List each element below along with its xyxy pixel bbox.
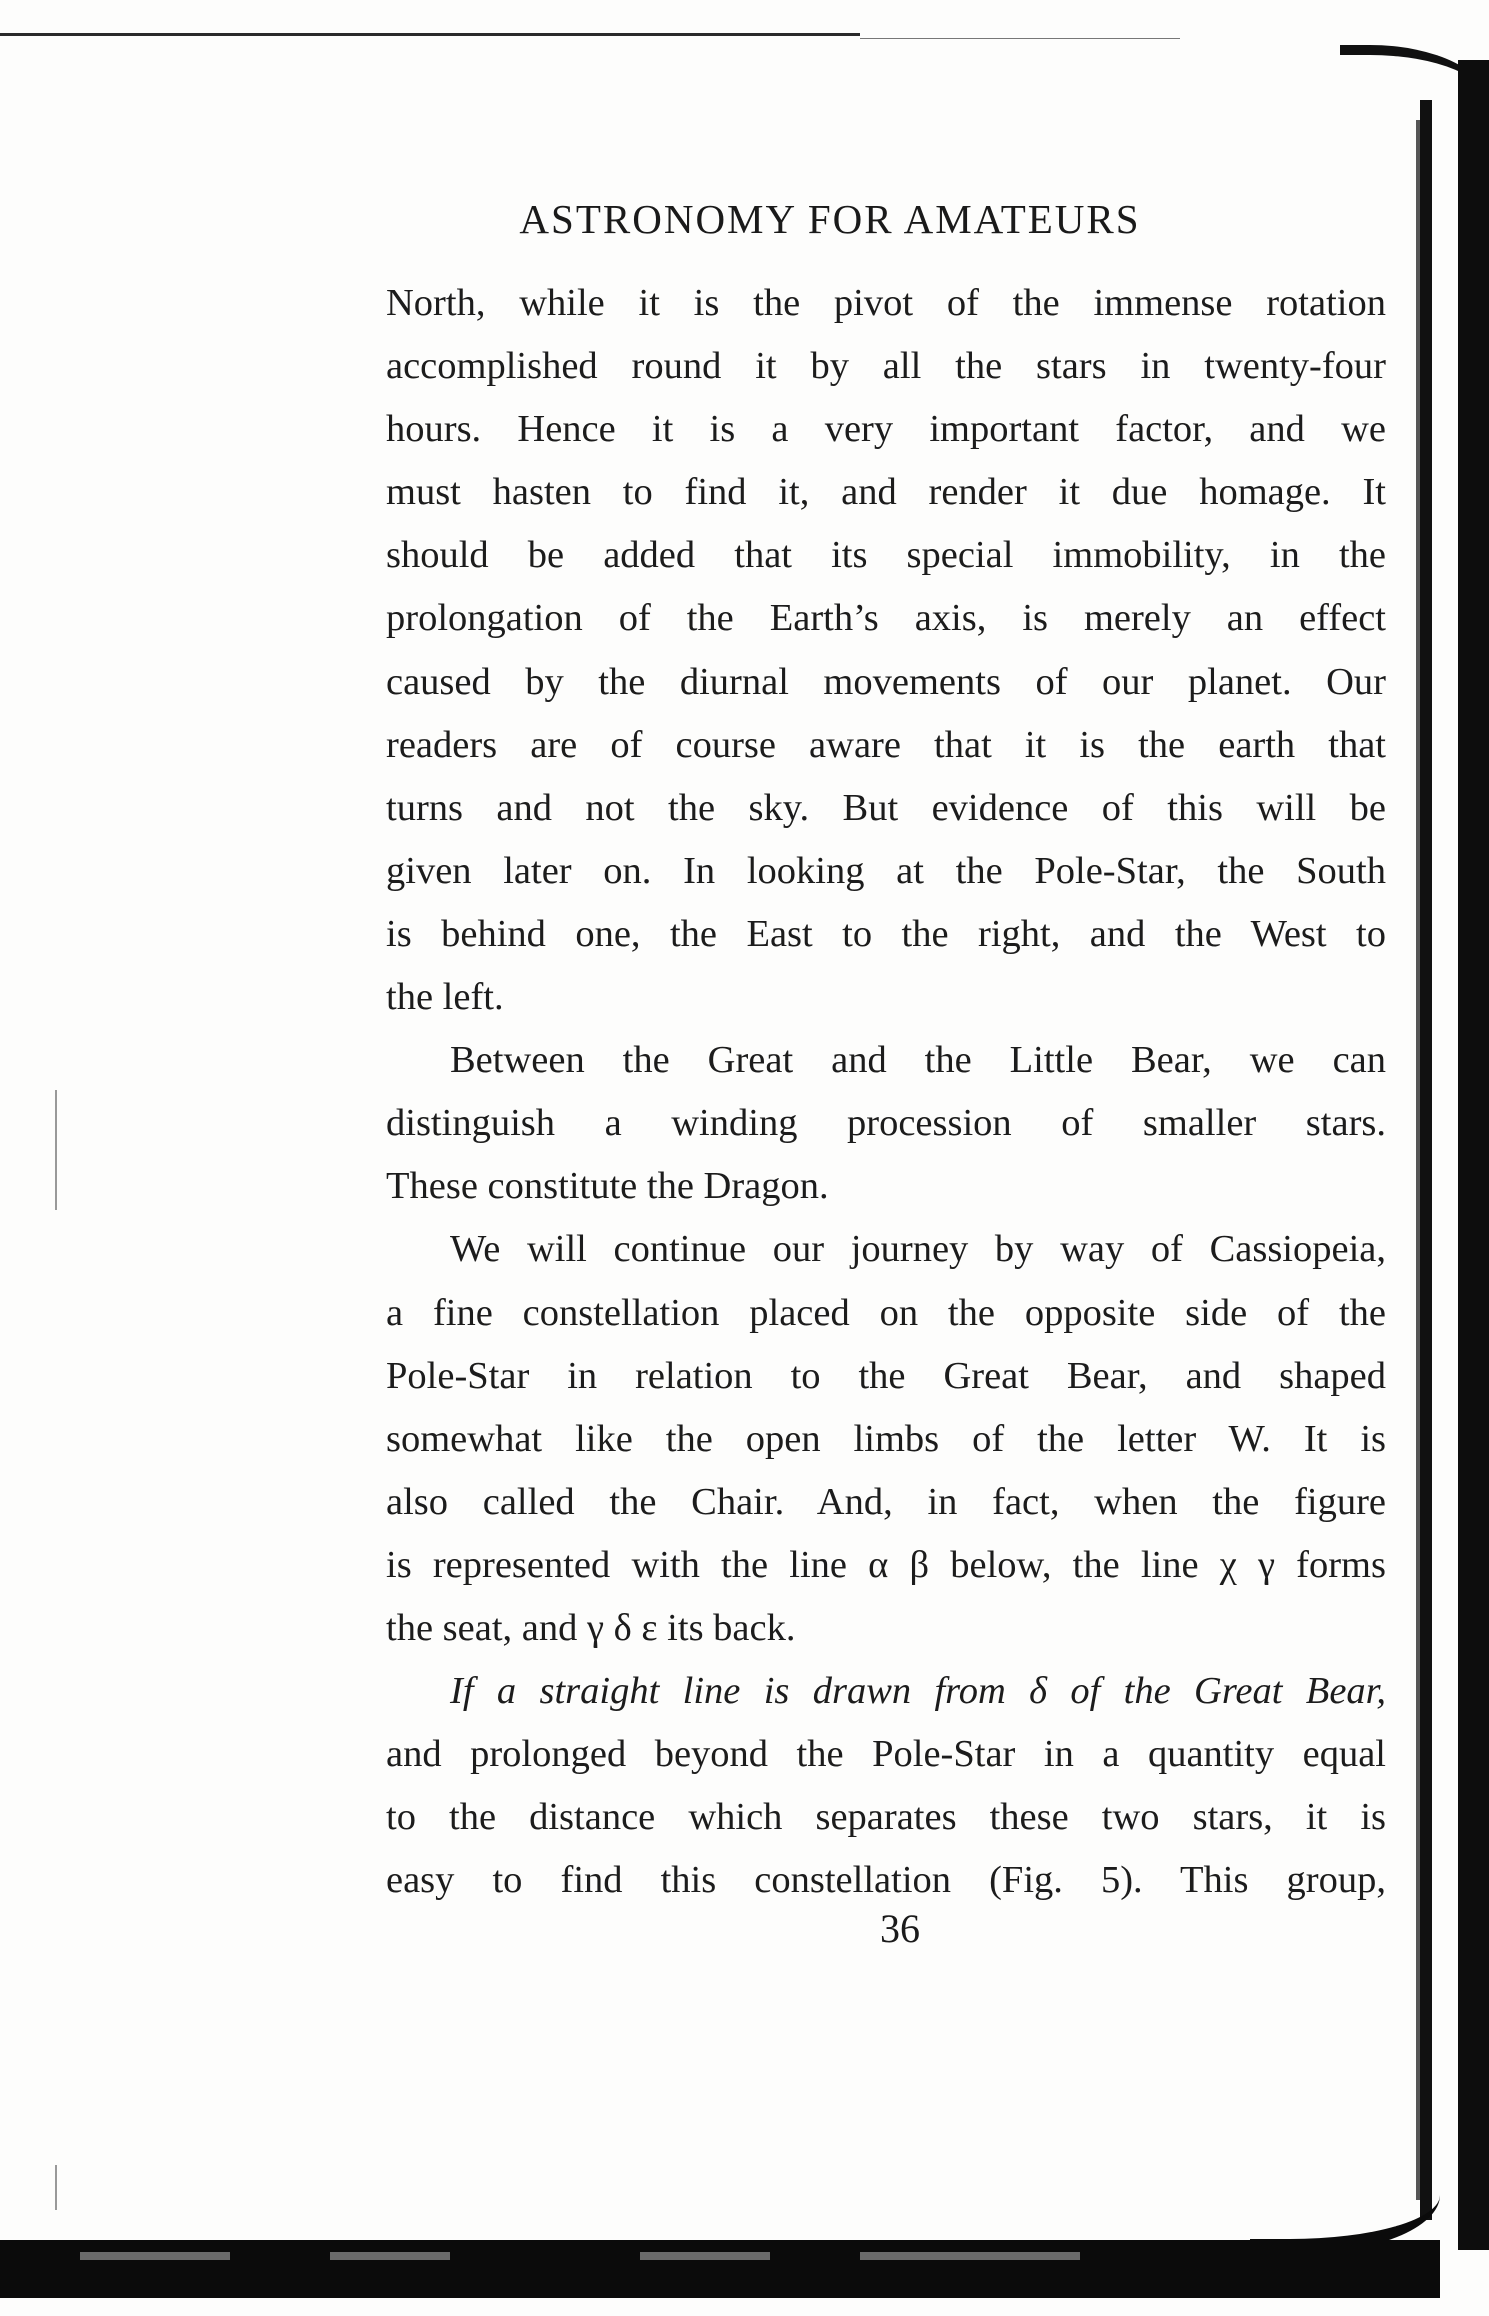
text-line: somewhat like the open limbs of the letter W. It is [386, 1417, 1386, 1460]
italic-paragraph-start: If a straight line is drawn from δ of the Great Bear, [450, 1670, 1386, 1713]
text-line: distinguish a winding procession of smaller stars. [386, 1102, 1386, 1145]
paragraph-start: We will continue our journey by way of Cassiopeia, [450, 1228, 1386, 1271]
scan-top-rule [0, 33, 860, 36]
text-line: caused by the diurnal movements of our planet. Our [386, 660, 1386, 703]
scan-right-margin [1458, 60, 1489, 2250]
text-line: must hasten to find it, and render it due homage. It [386, 471, 1386, 514]
text-line: easy to find this constellation (Fig. 5). This group, [386, 1859, 1386, 1902]
text-line: the seat, and γ δ ε its back. [386, 1606, 796, 1649]
text-line: should be added that its special immobility, in the [386, 534, 1386, 577]
text-line: is represented with the line α β below, the line χ γ forms [386, 1543, 1386, 1586]
running-title: ASTRONOMY FOR AMATEURS [519, 196, 1141, 242]
page-number: 36 [880, 1906, 920, 1951]
scan-left-mark [55, 1090, 57, 1210]
scan-left-mark [55, 2165, 57, 2210]
text-line: also called the Chair. And, in fact, when the figure [386, 1480, 1386, 1523]
scan-bottom-edge [0, 2240, 1440, 2298]
paragraph-start: Between the Great and the Little Bear, we can [450, 1039, 1386, 1082]
text-line: and prolonged beyond the Pole-Star in a quantity equal [386, 1733, 1386, 1776]
text-line: turns and not the sky. But evidence of this will be [386, 786, 1386, 829]
text-line: given later on. In looking at the Pole-Star, the South [386, 849, 1386, 892]
text-line: readers are of course aware that it is the earth that [386, 723, 1386, 766]
text-line: These constitute the Dragon. [386, 1165, 829, 1208]
text-line: North, while it is the pivot of the immense rotation [386, 282, 1386, 324]
body-text [386, 272, 1386, 1912]
scan-noise [80, 2252, 230, 2260]
text-line: the left. [386, 976, 504, 1019]
text-line: Pole-Star in relation to the Great Bear, and shaped [386, 1354, 1386, 1397]
text-line: is behind one, the East to the right, and the West to [386, 912, 1386, 955]
scan-top-rule-faint [860, 38, 1180, 39]
scan-noise [330, 2252, 450, 2260]
text-line: to the distance which separates these two stars, it is [386, 1796, 1386, 1839]
text-line: accomplished round it by all the stars in twenty-four [386, 345, 1386, 388]
scan-noise [640, 2252, 770, 2260]
text-line: a fine constellation placed on the opposite side of the [386, 1291, 1386, 1334]
text-line: hours. Hence it is a very important factor, and we [386, 408, 1386, 451]
scan-noise [860, 2252, 1080, 2260]
text-line: prolongation of the Earth’s axis, is merely an effect [386, 597, 1386, 640]
scan-right-edge [1420, 100, 1432, 2220]
